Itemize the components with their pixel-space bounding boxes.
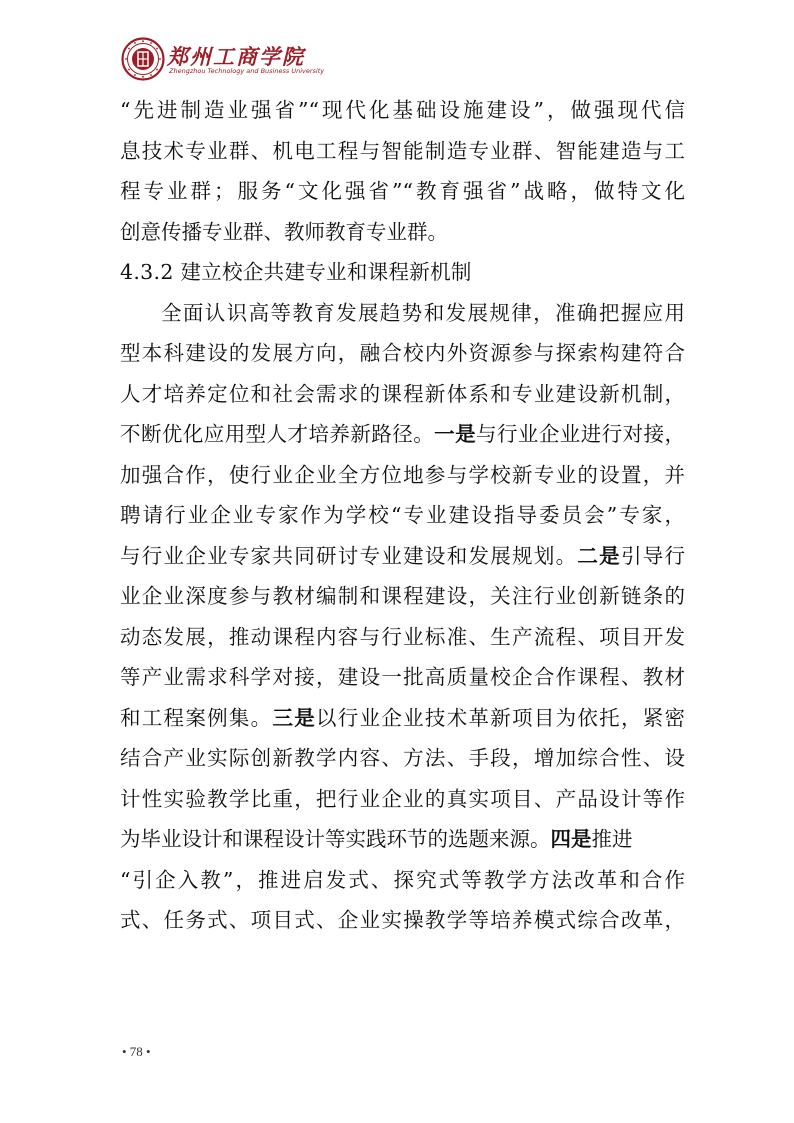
text-line: 创意传播专业群、教师教育专业群。 [120, 219, 448, 244]
bold-marker: 一是 [434, 422, 477, 446]
text-line: 型本科建设的发展方向，融合校内外资源参与探索构建符合 [120, 341, 685, 365]
page-number: • 78 • [122, 1044, 151, 1059]
text-line: 息技术专业群、机电工程与智能制造专业群、智能建造与工 [120, 138, 685, 163]
text-span: 与行业企业进行对接， [476, 422, 686, 446]
school-seal-icon [121, 37, 165, 81]
text-line: 结合产业实际创新教学内容、方法、手段，增加综合性、设 [120, 746, 685, 770]
bold-marker: 二是 [577, 543, 621, 568]
text-line: 全面认识高等教育发展趋势和发展规律，准确把握应用 [161, 300, 685, 325]
text-line: 动态发展，推动课程内容与行业标准、生产流程、项目开发 [120, 624, 685, 649]
school-name: 郑州工商学院 [167, 44, 305, 69]
text-line: 式、任务式、项目式、企业实操教学等培养模式综合改革， [120, 908, 685, 932]
text-line: “引企入教”，推进启发式、探究式等教学方法改革和合作 [120, 867, 685, 892]
text-span: 推进 [591, 827, 633, 851]
text-line: 聘请行业企业专家作为学校“专业建设指导委员会”专家， [120, 503, 685, 527]
text-line: 业企业深度参与教材编制和课程建设，关注行业创新链条的 [120, 584, 685, 608]
text-span: 和工程案例集。 [120, 705, 273, 730]
text-line: 计性实验教学比重，把行业企业的真实项目、产品设计等作 [120, 786, 685, 811]
text-line [120, 698, 685, 739]
bold-marker: 三是 [272, 705, 317, 730]
text-line: 等产业需求科学对接，建设一批高质量校企合作课程、教材 [120, 665, 685, 689]
text-span: 不断优化应用型人才培养新路径。 [120, 422, 435, 446]
text-line [120, 414, 685, 455]
text-line: 人才培养定位和社会需求的课程新体系和专业建设新机制， [120, 381, 685, 406]
text-line: 加强合作，使行业企业全方位地参与学校新专业的设置，并 [120, 462, 685, 487]
text-line: “先进制造业强省”“现代化基础设施建设”，做强现代信 [120, 98, 685, 122]
text-line: 程专业群；服务“文化强省”“教育强省”战略，做特文化 [120, 179, 685, 203]
bold-marker: 四是 [550, 827, 592, 851]
text-line [120, 819, 685, 860]
school-name-english: Zhengzhou Technology and Business University [169, 67, 325, 75]
text-span: 以行业企业技术革新项目为依托，紧密 [316, 705, 686, 730]
body-text [120, 90, 685, 941]
text-line [120, 536, 685, 577]
text-span: 与行业企业专家共同研讨专业建设和发展规划。 [120, 543, 578, 568]
section-heading: 4.3.2 建立校企共建专业和课程新机制 [120, 260, 472, 284]
text-span: 引导行 [620, 543, 686, 568]
text-span: 为毕业设计和课程设计等实践环节的选题来源。 [120, 827, 551, 851]
